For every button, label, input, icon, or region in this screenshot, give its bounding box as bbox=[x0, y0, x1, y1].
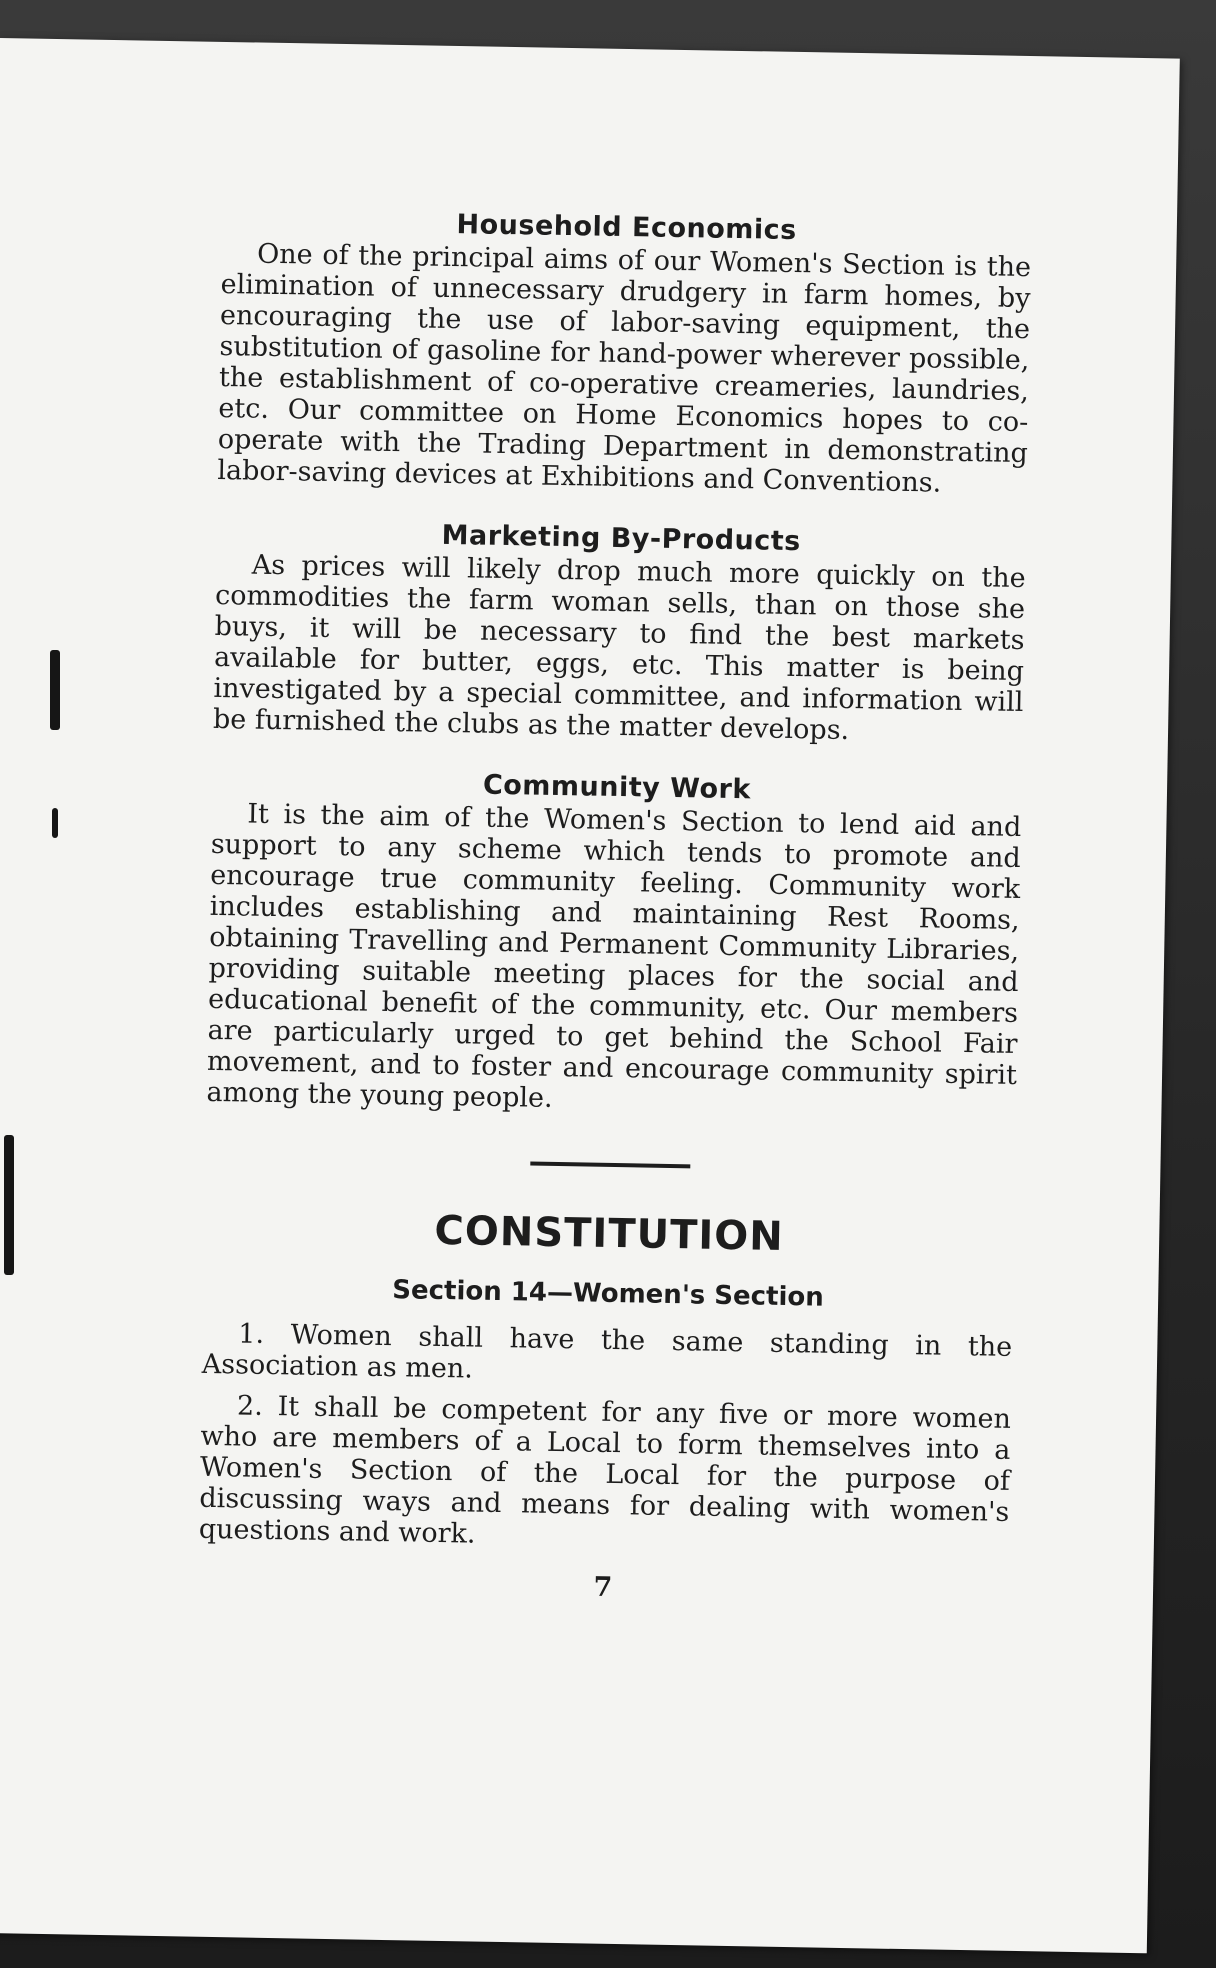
household-economics-section bbox=[217, 205, 1032, 500]
page-number: 7 bbox=[593, 1571, 613, 1604]
binding-staple-mark bbox=[52, 808, 58, 838]
section-heading: Marketing By-Products bbox=[441, 519, 802, 558]
section-paragraph: One of the principal aims of our Women's Section is the elimination of unnecessary drudgery in farm homes, by encouraging the use of labor-saving equipment, the substitution of gasoline for hand-power wherever possible, the establishment of co-operative creameries, laundries, etc. Our committee on Home Economics hopes to co-operate with the Trading Department in demonstrating labor-saving devices at Exhibitions and Conventions. bbox=[217, 238, 1032, 499]
page-content bbox=[198, 205, 1032, 1610]
section-paragraph: As prices will likely drop much more quickly on the commodities the farm woman sells, than on those she buys, it will be necessary to find the best markets available for butter, eggs, etc. This matter is being investigated by a special committee, and information will be furnished the clubs as the matter develops. bbox=[212, 549, 1026, 747]
community-work-section bbox=[206, 765, 1022, 1122]
constitution-clause: 1. Women shall have the same standing in the Association as men. bbox=[201, 1318, 1013, 1385]
constitution-section-heading: Section 14—Women's Section bbox=[392, 1275, 825, 1313]
section-heading: Household Economics bbox=[456, 209, 798, 247]
binding-staple-mark bbox=[50, 650, 60, 730]
constitution-title: CONSTITUTION bbox=[434, 1207, 785, 1260]
section-paragraph: It is the aim of the Women's Section to lend aid and support to any scheme which tends to promote and encourage true community feeling. Community work includes establishing and maintaining Rest Rooms, obtaining Travelling and Permanent Community Libraries, providing suitable meeting places for the social and educational benefit of the community, etc. Our members are particularly urged to get behind the School Fair movement, and to foster and encourage community spirit among the young people. bbox=[206, 798, 1022, 1114]
divider-rule bbox=[530, 1162, 690, 1169]
marketing-by-products-section bbox=[213, 516, 1027, 749]
constitution-clause: 2. It shall be competent for any five or more women who are members of a Local to form themselves into a Women's Section of the Local for the purpose of discussing ways and means for dealing with women's questions and work. bbox=[198, 1390, 1012, 1550]
section-heading: Community Work bbox=[482, 769, 752, 806]
binding-staple-mark bbox=[4, 1135, 14, 1275]
